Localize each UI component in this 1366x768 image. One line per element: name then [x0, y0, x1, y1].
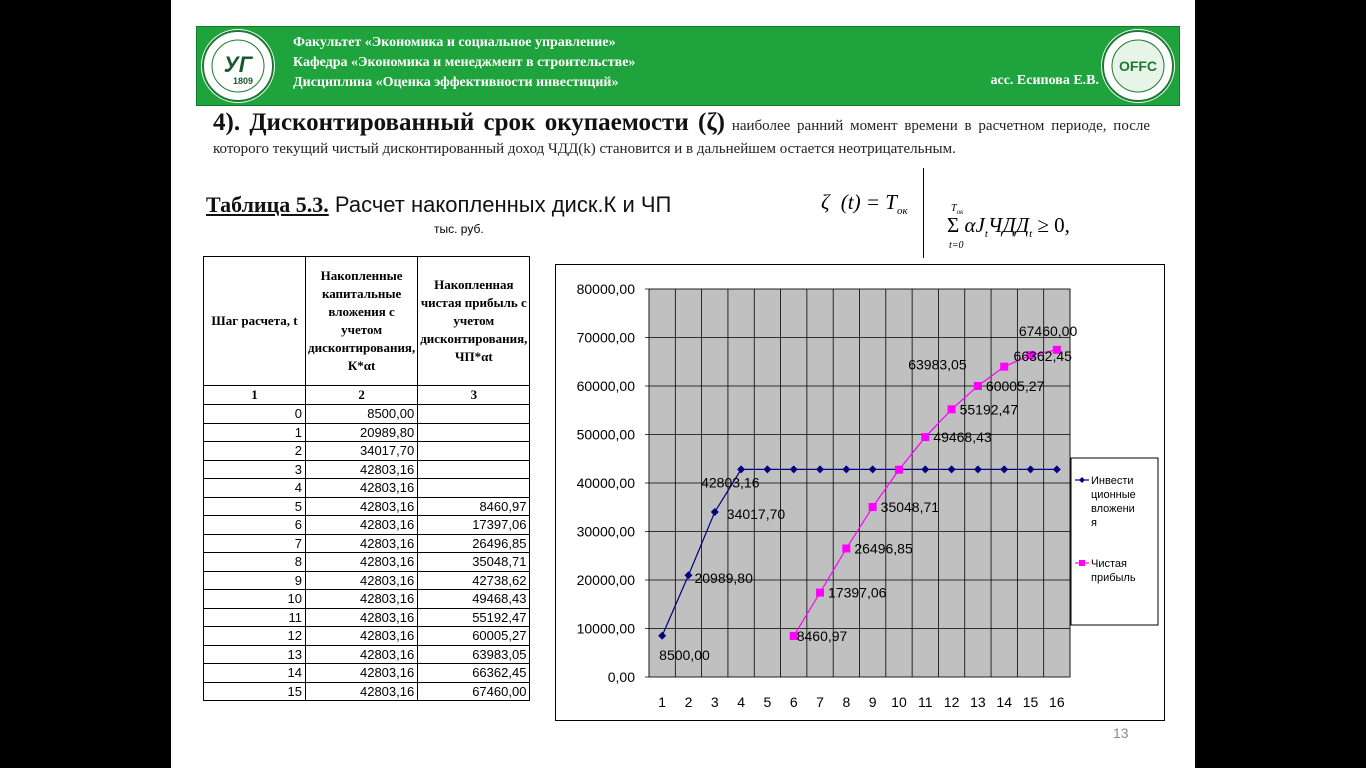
- header-step: Шаг расчета, t: [204, 257, 306, 386]
- y-tick-label: 0,00: [607, 669, 635, 685]
- x-tick-label: 11: [918, 694, 933, 710]
- cell-profit: 35048,71: [418, 553, 530, 572]
- cell-step: 10: [204, 590, 306, 609]
- banner-discipline: Дисциплина «Оценка эффективности инвестиций»: [293, 75, 619, 90]
- formula-body-sub: t: [984, 228, 988, 241]
- formula-sigma: Σ: [947, 213, 960, 237]
- data-label: 66362,45: [1013, 348, 1072, 365]
- y-tick-label: 70000,00: [576, 329, 635, 346]
- data-label: 67460,00: [1018, 322, 1078, 339]
- table-row: [204, 590, 530, 609]
- cell-step: 2: [204, 442, 306, 461]
- formula-body2-sub: t: [1029, 228, 1033, 241]
- data-point: [842, 544, 850, 552]
- x-tick-label: 9: [868, 694, 877, 710]
- colnum-2: 2: [306, 386, 418, 405]
- data-point: [1000, 363, 1008, 371]
- legend-label: я: [1091, 517, 1097, 529]
- data-point: [816, 589, 824, 597]
- formula-sum: [947, 213, 1070, 240]
- cell-investment: 42803,16: [306, 460, 418, 479]
- formula-payback: [821, 190, 908, 217]
- cell-investment: 42803,16: [306, 534, 418, 553]
- cell-step: 5: [204, 497, 306, 516]
- data-point: [974, 382, 982, 390]
- formula-tail: ≥ 0,: [1037, 213, 1070, 237]
- table-caption: [206, 192, 671, 218]
- y-tick-label: 40000,00: [576, 475, 635, 491]
- table-caption-number: Таблица 5.3.: [206, 192, 329, 217]
- table-row: [204, 442, 530, 461]
- cell-investment: 42803,16: [306, 497, 418, 516]
- svg-text:OFFC: OFFC: [1118, 58, 1158, 74]
- header-investment: Накопленные капитальные вложения с учетом дисконтирования, К*αt: [306, 257, 418, 386]
- x-tick-label: 2: [684, 694, 693, 710]
- x-tick-label: 7: [816, 694, 824, 710]
- x-tick-label: 3: [710, 694, 719, 710]
- formula-body2: ЧДД: [987, 213, 1030, 237]
- y-tick-label: 60000,00: [576, 378, 635, 394]
- university-logo-icon: [201, 29, 275, 103]
- banner-faculty: Факультет «Экономика и социальное управление»: [293, 35, 616, 50]
- formula-zeta: ζ: [821, 190, 830, 214]
- data-point: [895, 466, 903, 474]
- cell-profit: 60005,27: [418, 627, 530, 646]
- cell-profit: 17397,06: [418, 516, 530, 535]
- legend-label: Чистая: [1091, 558, 1127, 570]
- cell-investment: 42803,16: [306, 571, 418, 590]
- cell-step: 14: [204, 664, 306, 683]
- cell-investment: 42803,16: [306, 479, 418, 498]
- y-tick-label: 30000,00: [576, 523, 635, 540]
- cell-profit: [418, 423, 530, 442]
- data-label: 8460,97: [796, 627, 848, 644]
- cell-step: 0: [204, 405, 306, 424]
- formula-divider: [923, 168, 924, 258]
- cell-step: 4: [204, 479, 306, 498]
- table-row: [204, 460, 530, 479]
- colnum-1: 1: [204, 386, 306, 405]
- table-row: [204, 516, 530, 535]
- formula-lower: t=0: [949, 240, 964, 251]
- cell-investment: 42803,16: [306, 627, 418, 646]
- data-label: 8500,00: [659, 646, 710, 663]
- formula-body: αJ: [964, 213, 985, 237]
- cell-profit: [418, 460, 530, 479]
- table-caption-text: Расчет накопленных диск.К и ЧП: [334, 192, 672, 217]
- table-row: [204, 645, 530, 664]
- cell-profit: [418, 405, 530, 424]
- cell-step: 13: [204, 645, 306, 664]
- formula-sum-lower: [949, 240, 964, 251]
- header-profit: Накопленная чистая прибыль с учетом дисконтирования, ЧП*αt: [418, 257, 530, 386]
- table-row: [204, 553, 530, 572]
- page-number: 13: [1113, 725, 1129, 741]
- data-label: 60005,27: [985, 377, 1045, 394]
- svg-text:1809: 1809: [232, 76, 254, 86]
- y-tick-label: 10000,00: [576, 620, 635, 637]
- x-tick-label: 13: [970, 694, 986, 710]
- data-point: [921, 433, 929, 441]
- x-tick-label: 5: [763, 694, 772, 710]
- x-tick-label: 10: [891, 694, 907, 710]
- data-label: 17397,06: [828, 584, 887, 601]
- section-title: 4). Дисконтированный срок окупаемости (ζ): [213, 109, 726, 136]
- formula-upper-sub: ок: [956, 208, 964, 216]
- cell-investment: 42803,16: [306, 516, 418, 535]
- legend-marker: [1079, 560, 1085, 566]
- formula-sub: ок: [896, 205, 908, 218]
- table-row: [204, 608, 530, 627]
- table-header-row: [204, 257, 530, 386]
- x-tick-label: 6: [789, 694, 798, 710]
- definition-text: наиболее ранний момент времени в расчетном периоде, после которого текущий чистый дисконтированный доход ЧДД(k) становится и в дальнейшем остается неотрицательным.: [213, 118, 1151, 157]
- data-point: [869, 503, 877, 511]
- cell-profit: [418, 479, 530, 498]
- y-tick-label: 80000,00: [576, 281, 635, 297]
- x-tick-label: 4: [737, 694, 745, 710]
- x-tick-label: 1: [658, 694, 667, 710]
- cell-profit: 26496,85: [418, 534, 530, 553]
- definition-paragraph: [213, 111, 1150, 161]
- cell-profit: 55192,47: [418, 608, 530, 627]
- formula-upper: T: [951, 203, 957, 214]
- cell-investment: 42803,16: [306, 553, 418, 572]
- x-tick-label: 15: [1022, 694, 1039, 710]
- x-tick-label: 12: [943, 694, 960, 710]
- data-label: 34017,70: [726, 506, 786, 523]
- cell-profit: 63983,05: [418, 645, 530, 664]
- banner-author: асс. Есипова Е.В.: [990, 73, 1099, 88]
- table-row: [204, 423, 530, 442]
- cell-investment: 42803,16: [306, 645, 418, 664]
- cell-step: 7: [204, 534, 306, 553]
- cell-investment: 8500,00: [306, 405, 418, 424]
- table-row: [204, 534, 530, 553]
- data-label: 35048,71: [880, 499, 940, 516]
- legend-label: вложени: [1091, 503, 1135, 515]
- cell-profit: 42738,62: [418, 571, 530, 590]
- table-colnum-row: [204, 386, 530, 405]
- cell-profit: [418, 442, 530, 461]
- table-row: [204, 571, 530, 590]
- table-row: [204, 405, 530, 424]
- legend-label: ционные: [1091, 489, 1136, 501]
- cell-step: 11: [204, 608, 306, 627]
- table-row: [204, 682, 530, 701]
- cell-investment: 42803,16: [306, 590, 418, 609]
- faculty-logo-icon: [1101, 29, 1175, 103]
- cell-step: 6: [204, 516, 306, 535]
- cell-profit: 8460,97: [418, 497, 530, 516]
- data-label: 55192,47: [959, 401, 1018, 418]
- slide: [171, 0, 1195, 768]
- svg-text:УГ: УГ: [223, 52, 253, 77]
- units-label: тыс. руб.: [434, 222, 484, 236]
- formula-arg: (t) = T: [840, 190, 897, 214]
- cell-investment: 42803,16: [306, 682, 418, 701]
- cell-investment: 42803,16: [306, 664, 418, 683]
- line-chart: [556, 265, 1164, 720]
- data-point: [948, 405, 956, 413]
- cell-step: 9: [204, 571, 306, 590]
- y-tick-label: 20000,00: [576, 572, 635, 588]
- table-row: [204, 497, 530, 516]
- cell-profit: 67460,00: [418, 682, 530, 701]
- cell-investment: 34017,70: [306, 442, 418, 461]
- table-row: [204, 627, 530, 646]
- table-row: [204, 479, 530, 498]
- data-label: 20989,80: [694, 570, 753, 587]
- x-tick-label: 8: [842, 694, 851, 710]
- legend-label: прибыль: [1091, 572, 1136, 584]
- cell-investment: 20989,80: [306, 423, 418, 442]
- table-row: [204, 664, 530, 683]
- y-tick-label: 50000,00: [576, 426, 635, 443]
- header-banner: [196, 26, 1180, 106]
- cell-profit: 66362,45: [418, 664, 530, 683]
- chart-container: [555, 264, 1165, 721]
- cell-profit: 49468,43: [418, 590, 530, 609]
- cell-step: 15: [204, 682, 306, 701]
- legend-label: Инвести: [1091, 475, 1134, 487]
- x-tick-label: 16: [1049, 694, 1065, 710]
- banner-department: Кафедра «Экономика и менеджмент в строительстве»: [293, 55, 636, 70]
- cell-step: 12: [204, 627, 306, 646]
- data-label: 49468,43: [933, 429, 992, 446]
- data-label: 42803,16: [701, 474, 760, 491]
- data-table: [203, 256, 530, 701]
- x-tick-label: 14: [996, 694, 1013, 710]
- colnum-3: 3: [418, 386, 530, 405]
- data-label: 63983,05: [908, 356, 967, 373]
- cell-step: 1: [204, 423, 306, 442]
- cell-step: 3: [204, 460, 306, 479]
- data-label: 26496,85: [854, 540, 913, 557]
- cell-step: 8: [204, 553, 306, 572]
- cell-investment: 42803,16: [306, 608, 418, 627]
